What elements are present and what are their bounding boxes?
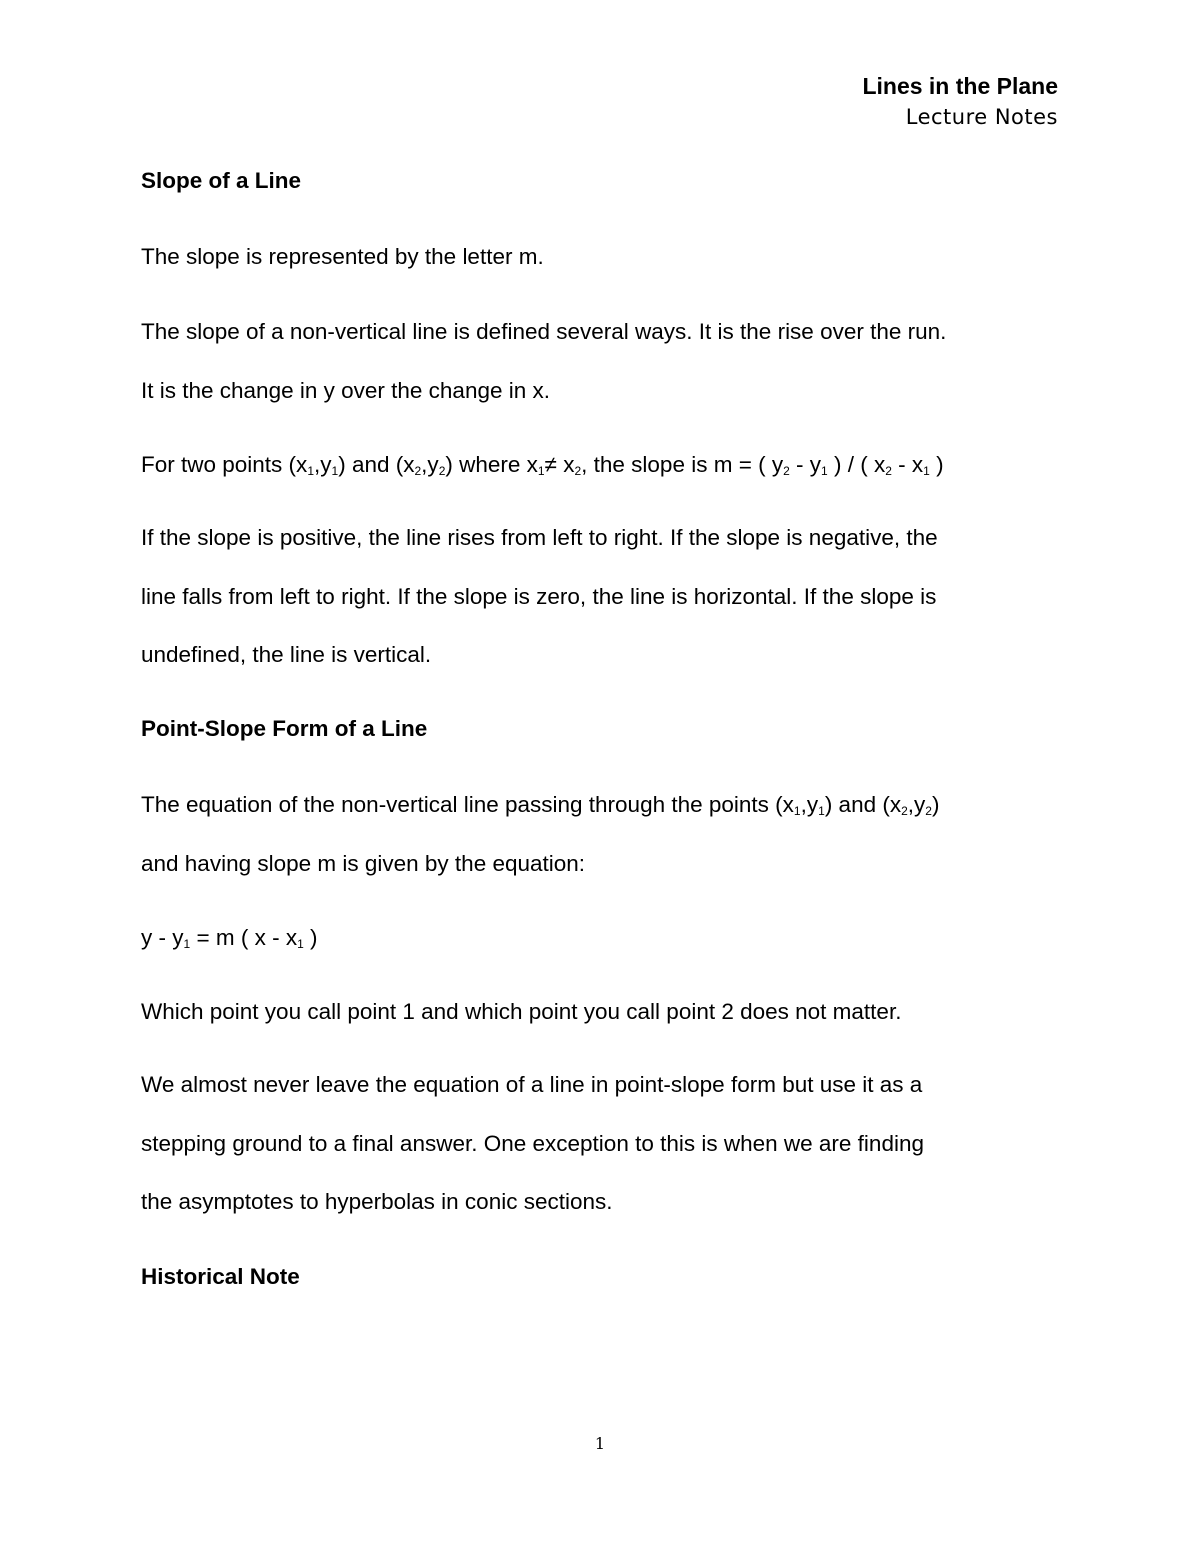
text-line: If the slope is positive, the line rises from left to right. If the slope is negative, the [141, 525, 938, 550]
text-line: undefined, the line is vertical. [141, 642, 432, 667]
subscript: 1 [923, 464, 930, 478]
page-header [862, 70, 1058, 132]
formula-text: ,y [800, 792, 819, 817]
formula-text: = m ( x - x [190, 925, 298, 950]
slope-formula-line [141, 436, 1071, 495]
subscript: 1 [331, 464, 339, 478]
formula-text: - y [789, 452, 822, 477]
text-line: and having slope m is given by the equation: [141, 850, 586, 876]
formula-text: ) and (x [824, 792, 902, 817]
subscript: 2 [574, 464, 582, 478]
document-title: Lines in the Plane [862, 73, 1058, 99]
formula-text: ,y [314, 452, 332, 477]
subscript: 2 [925, 804, 932, 818]
subscript: 2 [783, 464, 790, 478]
paragraph-point-order: Which point you call point 1 and which point you call point 2 does not matter. [141, 999, 902, 1024]
text-line: The slope of a non-vertical line is defined several ways. It is the rise over the run. [141, 319, 947, 344]
paragraph-point-slope-usage [141, 1056, 1071, 1232]
subscript: 1 [537, 464, 545, 478]
page-number: 1 [594, 1434, 606, 1453]
section-heading-slope: Slope of a Line [141, 168, 302, 193]
formula-text: ,y [421, 452, 439, 477]
paragraph-slope-sign [141, 509, 1071, 685]
formula-text: ,y [907, 792, 926, 817]
subscript: 1 [793, 804, 801, 818]
subscript: 2 [901, 804, 908, 818]
formula-text: The equation of the non-vertical line passing through the points (x [141, 792, 794, 817]
formula-text: ) [929, 452, 944, 477]
subscript: 1 [297, 937, 304, 951]
paragraph-equation-intro [141, 776, 1071, 893]
formula-text: ) where x [445, 452, 538, 477]
subscript: 2 [885, 464, 892, 478]
subscript: 1 [183, 937, 191, 951]
formula-text: y - y [141, 925, 184, 950]
formula-text: ) / ( x [827, 452, 886, 477]
formula-text: ≠ x [544, 452, 575, 477]
formula-text: - x [891, 452, 924, 477]
text-line [141, 776, 1071, 835]
formula-text: , the slope is m = ( y [581, 452, 784, 477]
formula-text: For two points (x [141, 452, 308, 477]
paragraph-slope-letter: The slope is represented by the letter m. [141, 244, 544, 269]
formula-text: ) [931, 792, 940, 817]
section-heading-point-slope: Point-Slope Form of a Line [141, 716, 428, 741]
subscript: 2 [414, 464, 422, 478]
subscript: 1 [307, 464, 314, 478]
formula-text: ) and (x [338, 452, 415, 477]
paragraph-slope-definition [141, 303, 1071, 420]
text-line: the asymptotes to hyperbolas in conic sections. [141, 1189, 613, 1214]
formula-text: ) [303, 925, 318, 950]
text-line: We almost never leave the equation of a line in point-slope form but use it as a [141, 1072, 923, 1097]
text-line: It is the change in y over the change in x. [141, 377, 550, 403]
text-line: line falls from left to right. If the slope is zero, the line is horizontal. If the slope is [141, 583, 937, 609]
point-slope-equation [141, 909, 1071, 968]
subscript: 2 [438, 464, 446, 478]
text-line: stepping ground to a final answer. One exception to this is when we are finding [141, 1130, 924, 1156]
document-subtitle: Lecture Notes [905, 105, 1058, 129]
subscript: 1 [821, 464, 828, 478]
subscript: 1 [818, 804, 825, 818]
section-heading-historical-note: Historical Note [141, 1264, 300, 1289]
